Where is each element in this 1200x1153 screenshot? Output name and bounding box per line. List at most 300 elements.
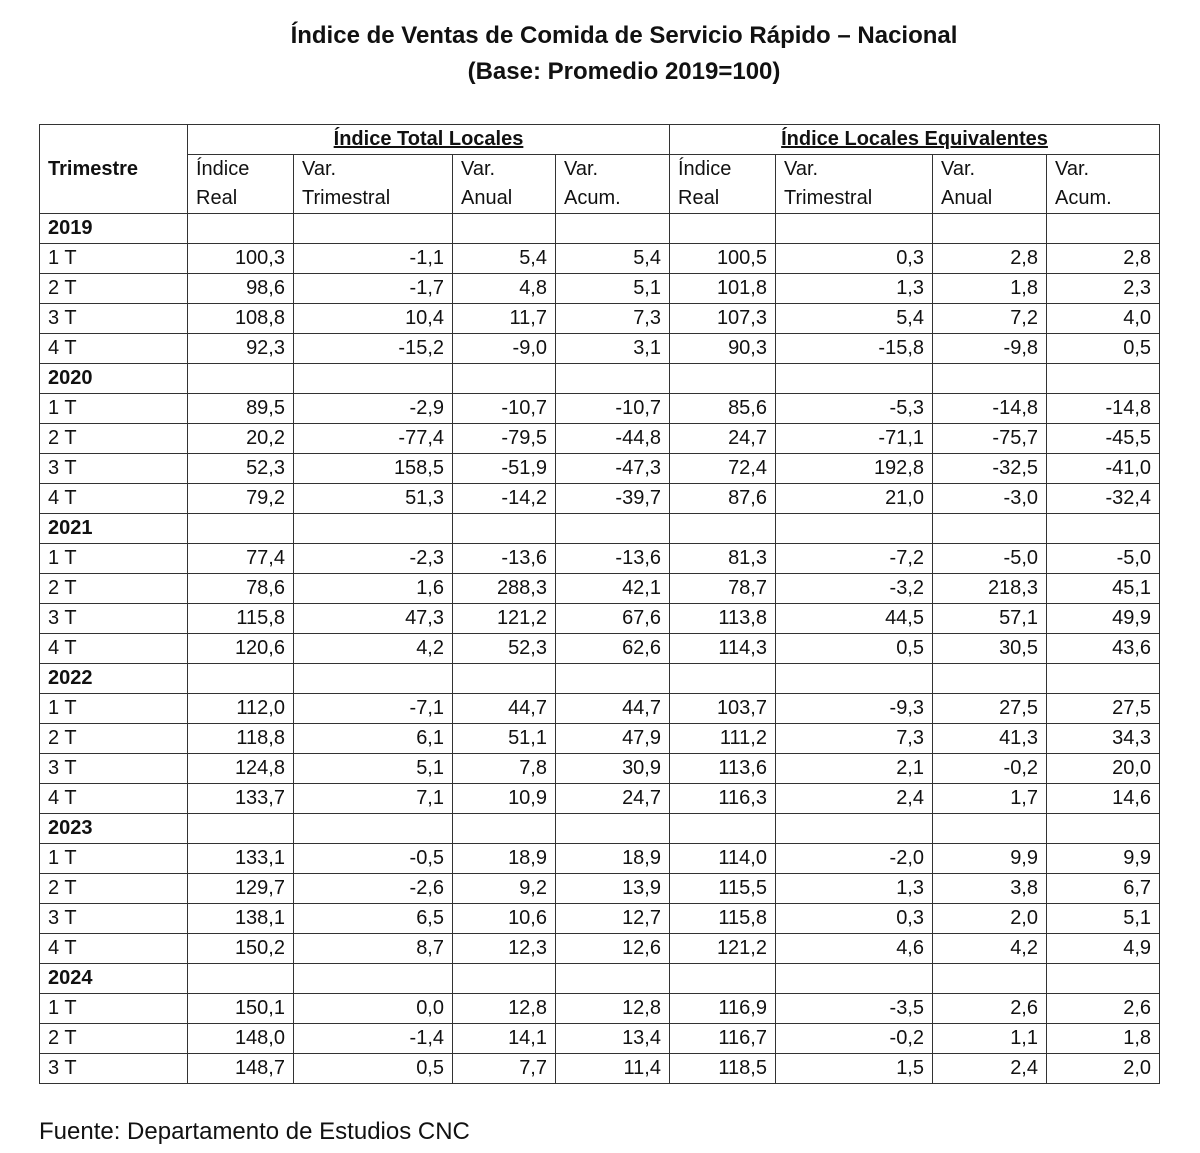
value-cell: 7,8 <box>453 754 556 784</box>
value-cell: 11,7 <box>453 304 556 334</box>
value-cell: 1,8 <box>933 274 1047 304</box>
column-header: Var. Trimestral <box>776 155 933 214</box>
value-cell: 49,9 <box>1047 604 1160 634</box>
table-row <box>40 394 1160 424</box>
source-note: Fuente: Departamento de Estudios CNC <box>39 1118 470 1145</box>
value-cell: 90,3 <box>670 334 776 364</box>
table-row <box>40 634 1160 664</box>
empty-cell <box>670 514 776 544</box>
empty-cell <box>453 664 556 694</box>
value-cell: 0,3 <box>776 244 933 274</box>
value-cell: 7,7 <box>453 1054 556 1084</box>
value-cell: 44,5 <box>776 604 933 634</box>
value-cell: 30,5 <box>933 634 1047 664</box>
empty-cell <box>556 964 670 994</box>
value-cell: -10,7 <box>453 394 556 424</box>
value-cell: 114,0 <box>670 844 776 874</box>
value-cell: 13,4 <box>556 1024 670 1054</box>
table-row <box>40 904 1160 934</box>
value-cell: 87,6 <box>670 484 776 514</box>
empty-cell <box>933 514 1047 544</box>
value-cell: -3,0 <box>933 484 1047 514</box>
value-cell: 118,5 <box>670 1054 776 1084</box>
empty-cell <box>453 964 556 994</box>
quarter-label: 4 T <box>40 784 188 814</box>
value-cell: -71,1 <box>776 424 933 454</box>
year-label: 2023 <box>40 814 188 844</box>
year-row <box>40 814 1160 844</box>
value-cell: 0,0 <box>294 994 453 1024</box>
group-header-row <box>40 125 1160 155</box>
value-cell: 7,1 <box>294 784 453 814</box>
year-row <box>40 964 1160 994</box>
value-cell: 3,1 <box>556 334 670 364</box>
value-cell: 5,1 <box>294 754 453 784</box>
value-cell: 1,1 <box>933 1024 1047 1054</box>
table-row <box>40 274 1160 304</box>
empty-cell <box>933 664 1047 694</box>
value-cell: 2,4 <box>933 1054 1047 1084</box>
column-header: Índice Real <box>188 155 294 214</box>
value-cell: 112,0 <box>188 694 294 724</box>
value-cell: -1,1 <box>294 244 453 274</box>
value-cell: -13,6 <box>453 544 556 574</box>
value-cell: -14,2 <box>453 484 556 514</box>
value-cell: 34,3 <box>1047 724 1160 754</box>
value-cell: -5,3 <box>776 394 933 424</box>
value-cell: 21,0 <box>776 484 933 514</box>
value-cell: 14,6 <box>1047 784 1160 814</box>
empty-cell <box>294 964 453 994</box>
value-cell: 78,7 <box>670 574 776 604</box>
value-cell: 43,6 <box>1047 634 1160 664</box>
value-cell: 52,3 <box>188 454 294 484</box>
empty-cell <box>453 514 556 544</box>
table-row <box>40 304 1160 334</box>
value-cell: 7,3 <box>556 304 670 334</box>
value-cell: 0,5 <box>294 1054 453 1084</box>
value-cell: 0,5 <box>1047 334 1160 364</box>
value-cell: -47,3 <box>556 454 670 484</box>
value-cell: -10,7 <box>556 394 670 424</box>
value-cell: 5,1 <box>556 274 670 304</box>
year-row <box>40 664 1160 694</box>
group-header-equivalentes <box>670 125 1160 155</box>
value-cell: 2,3 <box>1047 274 1160 304</box>
empty-cell <box>933 964 1047 994</box>
trimestre-header: Trimestre <box>40 125 188 214</box>
value-cell: 4,2 <box>294 634 453 664</box>
table-row <box>40 1024 1160 1054</box>
quarter-label: 1 T <box>40 694 188 724</box>
value-cell: 148,7 <box>188 1054 294 1084</box>
value-cell: 133,1 <box>188 844 294 874</box>
year-label: 2021 <box>40 514 188 544</box>
value-cell: 12,7 <box>556 904 670 934</box>
quarter-label: 2 T <box>40 874 188 904</box>
empty-cell <box>670 664 776 694</box>
value-cell: 4,6 <box>776 934 933 964</box>
value-cell: -2,9 <box>294 394 453 424</box>
value-cell: -14,8 <box>933 394 1047 424</box>
value-cell: 77,4 <box>188 544 294 574</box>
empty-cell <box>1047 814 1160 844</box>
value-cell: 100,5 <box>670 244 776 274</box>
value-cell: 115,8 <box>670 904 776 934</box>
group-header-equivalentes-label: Índice Locales Equivalentes <box>781 128 1048 150</box>
quarter-label: 4 T <box>40 634 188 664</box>
quarter-label: 4 T <box>40 934 188 964</box>
table-row <box>40 694 1160 724</box>
value-cell: 45,1 <box>1047 574 1160 604</box>
empty-cell <box>556 664 670 694</box>
column-header-row <box>40 155 1160 214</box>
quarter-label: 1 T <box>40 394 188 424</box>
year-row <box>40 364 1160 394</box>
value-cell: -39,7 <box>556 484 670 514</box>
empty-cell <box>294 514 453 544</box>
value-cell: 129,7 <box>188 874 294 904</box>
empty-cell <box>188 514 294 544</box>
year-label: 2020 <box>40 364 188 394</box>
value-cell: 138,1 <box>188 904 294 934</box>
value-cell: 1,8 <box>1047 1024 1160 1054</box>
value-cell: -3,5 <box>776 994 933 1024</box>
value-cell: -0,2 <box>933 754 1047 784</box>
empty-cell <box>1047 214 1160 244</box>
empty-cell <box>670 964 776 994</box>
column-header: Var. Anual <box>453 155 556 214</box>
value-cell: 100,3 <box>188 244 294 274</box>
value-cell: 0,3 <box>776 904 933 934</box>
value-cell: 20,0 <box>1047 754 1160 784</box>
empty-cell <box>776 964 933 994</box>
value-cell: 116,9 <box>670 994 776 1024</box>
column-header: Índice Real <box>670 155 776 214</box>
value-cell: 6,1 <box>294 724 453 754</box>
value-cell: -45,5 <box>1047 424 1160 454</box>
value-cell: 62,6 <box>556 634 670 664</box>
quarter-label: 1 T <box>40 244 188 274</box>
value-cell: -1,7 <box>294 274 453 304</box>
value-cell: 1,6 <box>294 574 453 604</box>
group-header-total-label: Índice Total Locales <box>333 128 524 150</box>
empty-cell <box>294 364 453 394</box>
table-row <box>40 484 1160 514</box>
value-cell: 47,9 <box>556 724 670 754</box>
empty-cell <box>294 814 453 844</box>
empty-cell <box>1047 964 1160 994</box>
value-cell: -5,0 <box>933 544 1047 574</box>
value-cell: 12,8 <box>453 994 556 1024</box>
value-cell: 5,4 <box>556 244 670 274</box>
value-cell: 2,8 <box>1047 244 1160 274</box>
quarter-label: 2 T <box>40 574 188 604</box>
value-cell: 10,6 <box>453 904 556 934</box>
quarter-label: 3 T <box>40 1054 188 1084</box>
quarter-label: 2 T <box>40 1024 188 1054</box>
value-cell: 41,3 <box>933 724 1047 754</box>
value-cell: 2,1 <box>776 754 933 784</box>
value-cell: 44,7 <box>556 694 670 724</box>
page-subtitle: (Base: Promedio 2019=100) <box>467 58 781 85</box>
value-cell: 24,7 <box>556 784 670 814</box>
value-cell: -5,0 <box>1047 544 1160 574</box>
empty-cell <box>188 964 294 994</box>
empty-cell <box>556 214 670 244</box>
value-cell: 2,0 <box>933 904 1047 934</box>
value-cell: 51,3 <box>294 484 453 514</box>
table-row <box>40 244 1160 274</box>
value-cell: 47,3 <box>294 604 453 634</box>
value-cell: 114,3 <box>670 634 776 664</box>
value-cell: 113,8 <box>670 604 776 634</box>
value-cell: 121,2 <box>453 604 556 634</box>
table-row <box>40 574 1160 604</box>
value-cell: -15,2 <box>294 334 453 364</box>
value-cell: 107,3 <box>670 304 776 334</box>
value-cell: -44,8 <box>556 424 670 454</box>
value-cell: 10,4 <box>294 304 453 334</box>
value-cell: -77,4 <box>294 424 453 454</box>
value-cell: -75,7 <box>933 424 1047 454</box>
value-cell: 115,5 <box>670 874 776 904</box>
quarter-label: 2 T <box>40 724 188 754</box>
value-cell: 9,9 <box>933 844 1047 874</box>
value-cell: -0,2 <box>776 1024 933 1054</box>
value-cell: 81,3 <box>670 544 776 574</box>
value-cell: 67,6 <box>556 604 670 634</box>
value-cell: -7,1 <box>294 694 453 724</box>
value-cell: -51,9 <box>453 454 556 484</box>
table-row <box>40 424 1160 454</box>
value-cell: 7,2 <box>933 304 1047 334</box>
table-row <box>40 874 1160 904</box>
quarter-label: 4 T <box>40 484 188 514</box>
value-cell: -3,2 <box>776 574 933 604</box>
table-row <box>40 784 1160 814</box>
value-cell: 20,2 <box>188 424 294 454</box>
value-cell: 85,6 <box>670 394 776 424</box>
value-cell: 124,8 <box>188 754 294 784</box>
value-cell: 89,5 <box>188 394 294 424</box>
table-body <box>40 214 1160 1084</box>
value-cell: 24,7 <box>670 424 776 454</box>
value-cell: 51,1 <box>453 724 556 754</box>
value-cell: -9,0 <box>453 334 556 364</box>
column-header: Var. Anual <box>933 155 1047 214</box>
empty-cell <box>556 814 670 844</box>
value-cell: 57,1 <box>933 604 1047 634</box>
empty-cell <box>188 814 294 844</box>
value-cell: -13,6 <box>556 544 670 574</box>
quarter-label: 1 T <box>40 844 188 874</box>
year-label: 2024 <box>40 964 188 994</box>
value-cell: 2,6 <box>1047 994 1160 1024</box>
table-row <box>40 934 1160 964</box>
value-cell: 42,1 <box>556 574 670 604</box>
quarter-label: 2 T <box>40 274 188 304</box>
value-cell: 3,8 <box>933 874 1047 904</box>
value-cell: 27,5 <box>1047 694 1160 724</box>
value-cell: 4,2 <box>933 934 1047 964</box>
value-cell: 103,7 <box>670 694 776 724</box>
page-title: Índice de Ventas de Comida de Servicio Rápido – Nacional <box>290 22 958 49</box>
empty-cell <box>776 814 933 844</box>
value-cell: 18,9 <box>453 844 556 874</box>
value-cell: 9,2 <box>453 874 556 904</box>
value-cell: -2,3 <box>294 544 453 574</box>
empty-cell <box>670 814 776 844</box>
quarter-label: 3 T <box>40 604 188 634</box>
value-cell: 72,4 <box>670 454 776 484</box>
empty-cell <box>294 664 453 694</box>
value-cell: -1,4 <box>294 1024 453 1054</box>
column-header: Var. Acum. <box>1047 155 1160 214</box>
value-cell: -9,3 <box>776 694 933 724</box>
quarter-label: 3 T <box>40 754 188 784</box>
quarter-label: 2 T <box>40 424 188 454</box>
value-cell: 11,4 <box>556 1054 670 1084</box>
value-cell: 2,4 <box>776 784 933 814</box>
value-cell: -15,8 <box>776 334 933 364</box>
quarter-label: 3 T <box>40 304 188 334</box>
value-cell: -2,6 <box>294 874 453 904</box>
value-cell: 133,7 <box>188 784 294 814</box>
value-cell: 5,4 <box>776 304 933 334</box>
value-cell: 4,0 <box>1047 304 1160 334</box>
value-cell: 118,8 <box>188 724 294 754</box>
empty-cell <box>453 814 556 844</box>
value-cell: 9,9 <box>1047 844 1160 874</box>
empty-cell <box>670 364 776 394</box>
empty-cell <box>776 214 933 244</box>
empty-cell <box>670 214 776 244</box>
year-label: 2022 <box>40 664 188 694</box>
year-row <box>40 214 1160 244</box>
value-cell: 120,6 <box>188 634 294 664</box>
value-cell: 218,3 <box>933 574 1047 604</box>
value-cell: 5,1 <box>1047 904 1160 934</box>
column-header: Var. Trimestral <box>294 155 453 214</box>
value-cell: 12,8 <box>556 994 670 1024</box>
table-row <box>40 994 1160 1024</box>
value-cell: 2,0 <box>1047 1054 1160 1084</box>
value-cell: 150,1 <box>188 994 294 1024</box>
group-header-total <box>188 125 670 155</box>
value-cell: 79,2 <box>188 484 294 514</box>
table-row <box>40 454 1160 484</box>
empty-cell <box>776 664 933 694</box>
value-cell: -9,8 <box>933 334 1047 364</box>
quarter-label: 4 T <box>40 334 188 364</box>
empty-cell <box>933 364 1047 394</box>
value-cell: 44,7 <box>453 694 556 724</box>
empty-cell <box>1047 514 1160 544</box>
empty-cell <box>294 214 453 244</box>
value-cell: 2,8 <box>933 244 1047 274</box>
table-row <box>40 724 1160 754</box>
value-cell: 116,7 <box>670 1024 776 1054</box>
quarter-label: 3 T <box>40 454 188 484</box>
value-cell: 288,3 <box>453 574 556 604</box>
value-cell: 98,6 <box>188 274 294 304</box>
empty-cell <box>776 364 933 394</box>
table-row <box>40 334 1160 364</box>
value-cell: -14,8 <box>1047 394 1160 424</box>
value-cell: 4,8 <box>453 274 556 304</box>
value-cell: 18,9 <box>556 844 670 874</box>
value-cell: 111,2 <box>670 724 776 754</box>
quarter-label: 1 T <box>40 544 188 574</box>
value-cell: 1,3 <box>776 274 933 304</box>
value-cell: 1,5 <box>776 1054 933 1084</box>
value-cell: 150,2 <box>188 934 294 964</box>
empty-cell <box>933 214 1047 244</box>
empty-cell <box>188 364 294 394</box>
empty-cell <box>188 664 294 694</box>
value-cell: 13,9 <box>556 874 670 904</box>
value-cell: 92,3 <box>188 334 294 364</box>
value-cell: -79,5 <box>453 424 556 454</box>
table-row <box>40 604 1160 634</box>
value-cell: -2,0 <box>776 844 933 874</box>
year-label: 2019 <box>40 214 188 244</box>
quarter-label: 1 T <box>40 994 188 1024</box>
empty-cell <box>776 514 933 544</box>
value-cell: -32,4 <box>1047 484 1160 514</box>
value-cell: 6,7 <box>1047 874 1160 904</box>
table-row <box>40 544 1160 574</box>
value-cell: 0,5 <box>776 634 933 664</box>
empty-cell <box>453 364 556 394</box>
table-row <box>40 754 1160 784</box>
empty-cell <box>556 514 670 544</box>
value-cell: 148,0 <box>188 1024 294 1054</box>
value-cell: 10,9 <box>453 784 556 814</box>
table-row <box>40 844 1160 874</box>
value-cell: 78,6 <box>188 574 294 604</box>
value-cell: 12,6 <box>556 934 670 964</box>
value-cell: 7,3 <box>776 724 933 754</box>
value-cell: -32,5 <box>933 454 1047 484</box>
value-cell: 116,3 <box>670 784 776 814</box>
value-cell: 1,3 <box>776 874 933 904</box>
value-cell: 12,3 <box>453 934 556 964</box>
value-cell: 8,7 <box>294 934 453 964</box>
value-cell: 52,3 <box>453 634 556 664</box>
year-row <box>40 514 1160 544</box>
value-cell: -41,0 <box>1047 454 1160 484</box>
value-cell: -0,5 <box>294 844 453 874</box>
value-cell: 121,2 <box>670 934 776 964</box>
value-cell: 108,8 <box>188 304 294 334</box>
value-cell: -7,2 <box>776 544 933 574</box>
value-cell: 115,8 <box>188 604 294 634</box>
value-cell: 27,5 <box>933 694 1047 724</box>
empty-cell <box>188 214 294 244</box>
empty-cell <box>556 364 670 394</box>
value-cell: 2,6 <box>933 994 1047 1024</box>
value-cell: 1,7 <box>933 784 1047 814</box>
empty-cell <box>1047 364 1160 394</box>
empty-cell <box>1047 664 1160 694</box>
empty-cell <box>933 814 1047 844</box>
value-cell: 192,8 <box>776 454 933 484</box>
column-header: Var. Acum. <box>556 155 670 214</box>
value-cell: 113,6 <box>670 754 776 784</box>
value-cell: 30,9 <box>556 754 670 784</box>
